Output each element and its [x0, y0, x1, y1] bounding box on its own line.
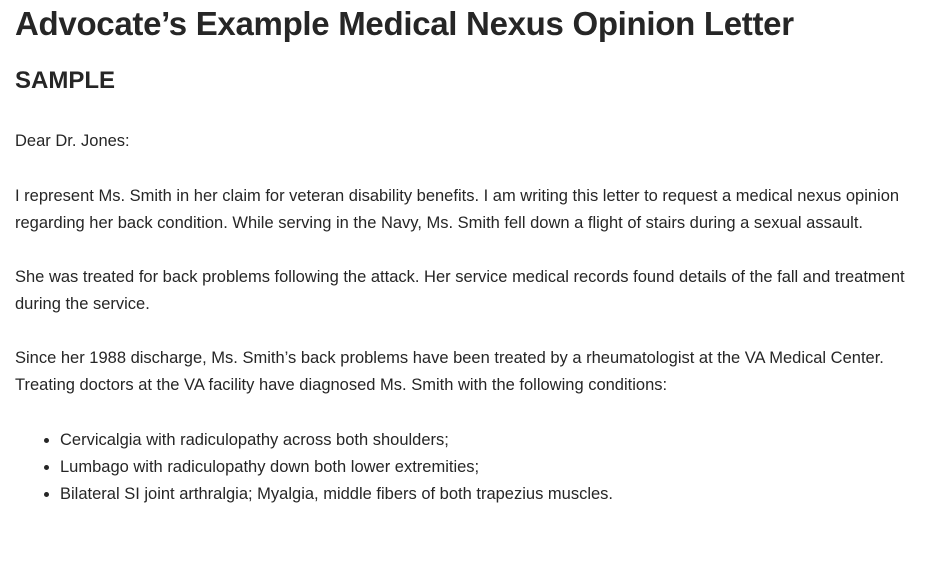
paragraph-diagnosis: Since her 1988 discharge, Ms. Smith’s back problems have been treated by a rheumatologist at the VA Medical Center. Treating doctors at the VA facility have diagnosed Ms. Smith with the following conditions:: [15, 349, 884, 394]
page-title: Advocate’s Example Medical Nexus Opinion Letter: [15, 5, 794, 42]
sample-heading: SAMPLE: [15, 67, 116, 94]
list-item: • Lumbago with radiculopathy down both lower extremities;: [60, 454, 920, 481]
paragraph-treatment: She was treated for back problems following the attack. Her service medical records found details of the fall and treatment during the service.: [15, 268, 905, 313]
salutation: Dear Dr. Jones:: [15, 132, 130, 150]
list-item: • Cervicalgia with radiculopathy across both shoulders;: [60, 427, 920, 454]
paragraph-representation: I represent Ms. Smith in her claim for veteran disability benefits. I am writing this letter to request a medical nexus opinion regarding her back condition. While serving in the Navy, Ms. Smith fell down a flight of stairs during a sexual assault.: [15, 187, 900, 232]
list-item: • Bilateral SI joint arthralgia; Myalgia, middle fibers of both trapezius muscles.: [60, 481, 920, 508]
conditions-list: [15, 427, 920, 508]
